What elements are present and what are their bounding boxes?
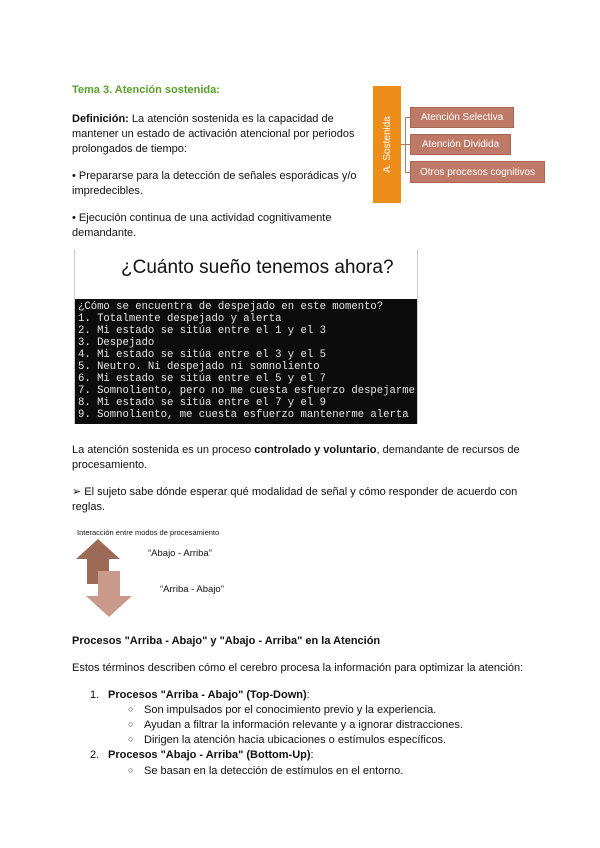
bullet-line2: demandante. xyxy=(72,227,137,239)
list-item-title xyxy=(108,748,314,763)
list-item-colon: : xyxy=(310,749,314,761)
sub-bullet-icon: ○ xyxy=(128,719,134,729)
sub-bullet-icon: ○ xyxy=(128,704,134,714)
terminal-line: ¿Cómo se encuentra de despejado en este momento? xyxy=(78,301,384,313)
sleep-scale-image xyxy=(74,249,418,424)
terminal-line: 4. Mi estado se sitúa entre el 3 y el 5 xyxy=(78,349,326,361)
controlled-bold: controlado y voluntario xyxy=(254,444,377,456)
list-number: 2. xyxy=(90,749,100,761)
list-item-bold: Procesos "Abajo - Arriba" (Bottom-Up) xyxy=(108,749,311,761)
definition-block xyxy=(72,112,372,157)
list-item-title xyxy=(108,688,310,703)
list-subitem: Ayudan a filtrar la información relevante y a ignorar distracciones. xyxy=(144,719,463,731)
bottom-up-label: “Abajo - Arriba” xyxy=(148,548,212,559)
arrow-note-line2: reglas. xyxy=(72,501,106,513)
terminal-line: 2. Mi estado se sitúa entre el 1 y el 3 xyxy=(78,325,326,337)
list-item-bold: Procesos "Arriba - Abajo" (Top-Down) xyxy=(108,689,307,701)
controlled-line2: procesamiento. xyxy=(72,459,148,471)
sub-bullet-icon: ○ xyxy=(128,734,134,744)
definition-label: Definición: xyxy=(72,113,129,125)
sleep-scale-heading-area xyxy=(75,249,417,299)
section-intro: Estos términos describen cómo el cerebro procesa la información para optimizar la atención: xyxy=(72,662,524,674)
diagram-node-selectiva: Atención Selectiva xyxy=(410,107,514,128)
definition-line1: La atención sostenida es la capacidad de xyxy=(131,113,334,125)
section-heading: Procesos "Arriba - Abajo" y "Abajo - Arriba" en la Atención xyxy=(72,635,381,647)
controlled-post: , demandante de recursos de xyxy=(376,444,520,456)
bullet-line1: • Ejecución continua de una actividad cognitivamente xyxy=(72,212,332,224)
terminal-line: 7. Somnoliento, pero no me cuesta esfuerzo despejarme xyxy=(78,385,415,397)
controlled-pre: La atención sostenida es un proceso xyxy=(72,444,255,456)
sostenida-label: A. Sostenida xyxy=(381,116,393,173)
terminal-panel xyxy=(75,299,417,424)
section-title: Tema 3. Atención sostenida: xyxy=(72,84,220,96)
terminal-line: 6. Mi estado se sitúa entre el 5 y el 7 xyxy=(78,373,326,385)
bullet-item xyxy=(72,211,372,241)
diagram-node-otros: Otros procesos cognitivos xyxy=(410,161,545,183)
interaction-arrows xyxy=(76,539,156,617)
definition-line2: mantener un estado de activación atencional por periodos xyxy=(72,128,355,140)
bullet-item xyxy=(72,169,372,199)
list-subitem: Son impulsados por el conocimiento previo y la experiencia. xyxy=(144,704,437,716)
sleep-scale-heading: ¿Cuánto sueño tenemos ahora? xyxy=(121,257,394,278)
terminal-line: 8. Mi estado se sitúa entre el 7 y el 9 xyxy=(78,397,326,409)
arrow-note xyxy=(72,485,542,515)
terminal-line: 1. Totalmente despejado y alerta xyxy=(78,313,282,325)
interaction-caption: Interacción entre modos de procesamiento xyxy=(77,528,220,537)
list-subitem: Dirigen la atención hacia ubicaciones o estímulos específicos. xyxy=(144,734,447,746)
bullet-line1: • Prepararse para la detección de señales esporádicas y/o xyxy=(72,170,357,182)
controlled-paragraph xyxy=(72,443,542,473)
list-subitem: Se basan en la detección de estímulos en el entorno. xyxy=(144,765,404,777)
sub-bullet-icon: ○ xyxy=(128,765,134,775)
list-number: 1. xyxy=(90,689,100,701)
sostenida-label-wrap xyxy=(373,86,401,203)
diagram-node-dividida: Atención Dividida xyxy=(410,134,511,155)
top-down-label: “Arriba - Abajo” xyxy=(160,584,224,595)
list-item-colon: : xyxy=(306,689,310,701)
bullet-line2: impredecibles. xyxy=(72,185,143,197)
terminal-line: 3. Despejado xyxy=(78,337,155,349)
terminal-line: 9. Somnoliento, me cuesta esfuerzo mantenerme alerta xyxy=(78,409,409,421)
definition-line3: prolongados de tiempo: xyxy=(72,143,187,155)
terminal-line: 5. Neutro. Ni despejado ni somnoliento xyxy=(78,361,320,373)
arrow-note-line1: ➢ El sujeto sabe dónde esperar qué modalidad de señal y cómo responder de acuerdo con xyxy=(72,486,518,498)
